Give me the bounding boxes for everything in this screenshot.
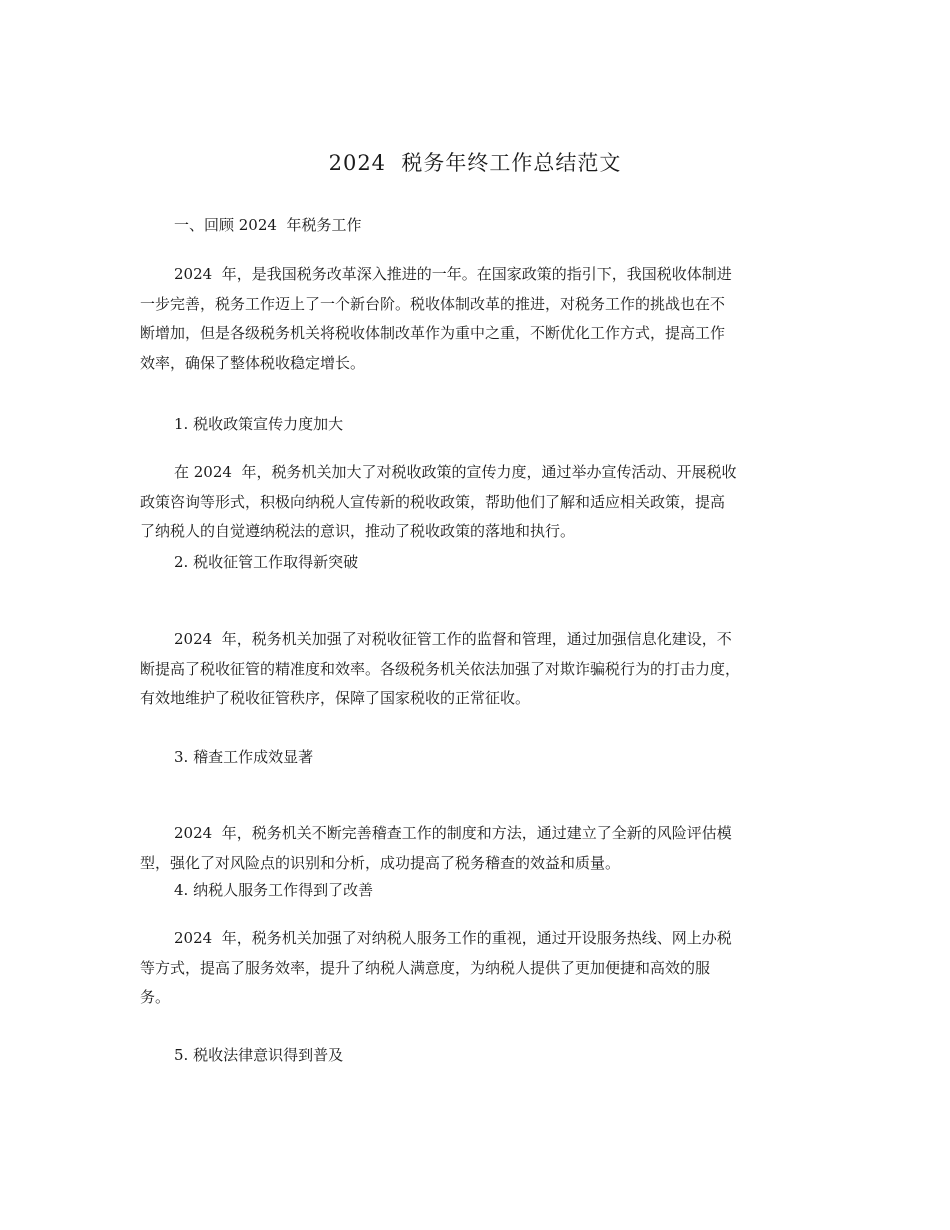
paragraph-line: 效率，确保了整体税收稳定增长。 [140, 353, 366, 372]
paragraph-line: 等方式，提高了服务效率，提升了纳税人满意度，为纳税人提供了更加便捷和高效的服 [140, 958, 711, 977]
paragraph [140, 458, 830, 547]
section-heading: 4. 纳税人服务工作得到了改善 [174, 881, 374, 899]
section-heading: 一、回顾 2024 年税务工作 [174, 216, 362, 234]
paragraph-line: 有效地维护了税收征管秩序，保障了国家税收的正常征收。 [140, 689, 531, 707]
section-heading: 2. 税收征管工作取得新突破 [174, 553, 359, 571]
paragraph-line: 型，强化了对风险点的识别和分析，成功提高了税务稽查的效益和质量。 [140, 853, 621, 872]
section-heading: 5. 税收法律意识得到普及 [174, 1046, 344, 1064]
paragraph-line: 2024 年，税务机关不断完善稽查工作的制度和方法，通过建立了全新的风险评估模 [174, 824, 732, 842]
paragraph [140, 924, 830, 1013]
paragraph-line: 了纳税人的自觉遵纳税法的意识，推动了税收政策的落地和执行。 [140, 522, 576, 540]
paragraph-line: 2024 年，税务机关加强了对税收征管工作的监督和管理，通过加强信息化建设，不 [174, 630, 732, 648]
paragraph-line: 政策咨询等形式，积极向纳税人宣传新的税收政策，帮助他们了解和适应相关政策，提高 [140, 492, 726, 511]
section-heading: 3. 稽查工作成效显著 [174, 748, 314, 766]
paragraph [140, 260, 830, 378]
paragraph-line: 一步完善，税务工作迈上了一个新台阶。税收体制改革的推进，对税务工作的挑战也在不 [140, 294, 726, 313]
paragraph-line: 2024 年，是我国税务改革深入推进的一年。在国家政策的指引下，我国税收体制进 [174, 265, 732, 283]
paragraph [140, 819, 830, 878]
paragraph-line: 断增加，但是各级税务机关将税收体制改革作为重中之重，不断优化工作方式，提高工作 [140, 324, 726, 342]
paragraph-line: 务。 [140, 988, 171, 1006]
paragraph-line: 在 2024 年，税务机关加大了对税收政策的宣传力度，通过举办宣传活动、开展税收 [174, 463, 737, 481]
paragraph-line: 2024 年，税务机关加强了对纳税人服务工作的重视，通过开设服务热线、网上办税 [174, 929, 732, 947]
document-title: 2024 税务年终工作总结范文 [328, 151, 622, 175]
paragraph [140, 625, 830, 714]
paragraph-line: 断提高了税收征管的精准度和效率。各级税务机关依法加强了对欺诈骗税行为的打击力度， [140, 659, 741, 678]
section-heading: 1. 税收政策宣传力度加大 [174, 415, 344, 433]
